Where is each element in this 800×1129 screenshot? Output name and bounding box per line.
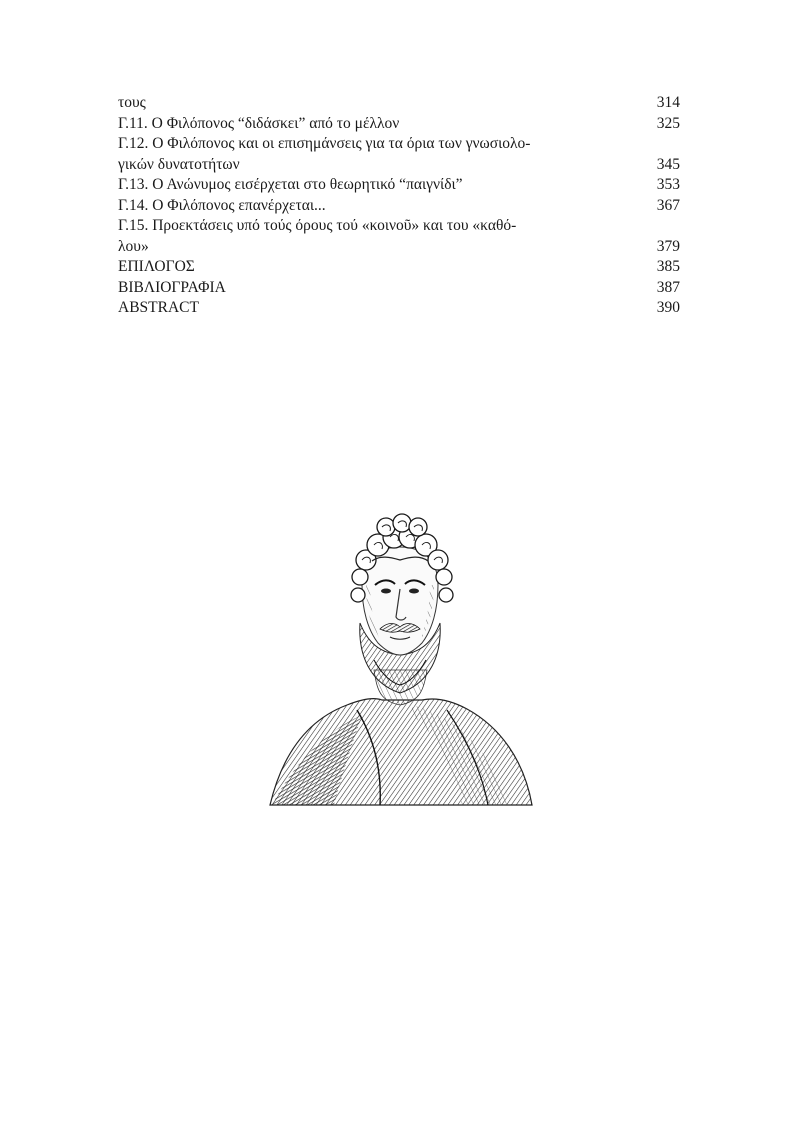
toc-entry-title: ABSTRACT (118, 299, 199, 316)
toc-entry-page: 367 (656, 196, 680, 214)
toc-entry-page: 379 (656, 237, 680, 255)
toc-entry-title: Γ.12. Ο Φιλόπονος και οι επισημάνσεις για τα όρια των γνωσιολο- γικών δυνατοτήτων (118, 135, 531, 173)
toc-entry (118, 93, 680, 114)
toc-entry (118, 298, 680, 319)
toc-entry-page: 390 (656, 299, 680, 316)
toc-entry-page: 387 (656, 278, 680, 296)
toc-entry-page: 385 (656, 258, 680, 275)
toc-entry-title: τους (118, 94, 146, 111)
toc-entry-title: Γ.13. Ο Ανώνυμος εισέρχεται στο θεωρητικό “παιγνίδι” (118, 176, 463, 193)
toc-entry-page: 325 (656, 114, 680, 132)
toc-entry-title: Γ.14. Ο Φιλόπονος επανέρχεται... (118, 196, 326, 214)
toc-entry-title: ΕΠΙΛΟΓΟΣ (118, 258, 195, 275)
table-of-contents (118, 93, 680, 319)
bust-engraving-icon (262, 505, 538, 825)
toc-entry (118, 216, 680, 257)
toc-entry (118, 134, 680, 175)
toc-entry-page: 345 (656, 155, 680, 173)
toc-entry-page: 353 (656, 176, 680, 193)
toc-entry-page: 314 (656, 94, 680, 111)
toc-entry (118, 175, 680, 196)
bust-engraving-figure (262, 505, 538, 825)
toc-entry (118, 196, 680, 217)
toc-entry (118, 257, 680, 278)
toc-entry (118, 278, 680, 299)
toc-entry-title: Γ.15. Προεκτάσεις υπό τούς όρους τού «κοινοῦ» και του «καθό- λου» (118, 217, 517, 255)
toc-entry-title: ΒΙΒΛΙΟΓΡΑΦΙΑ (118, 278, 226, 296)
toc-entry (118, 114, 680, 135)
toc-entry-title: Γ.11. Ο Φιλόπονος “διδάσκει” από το μέλλον (118, 114, 400, 132)
